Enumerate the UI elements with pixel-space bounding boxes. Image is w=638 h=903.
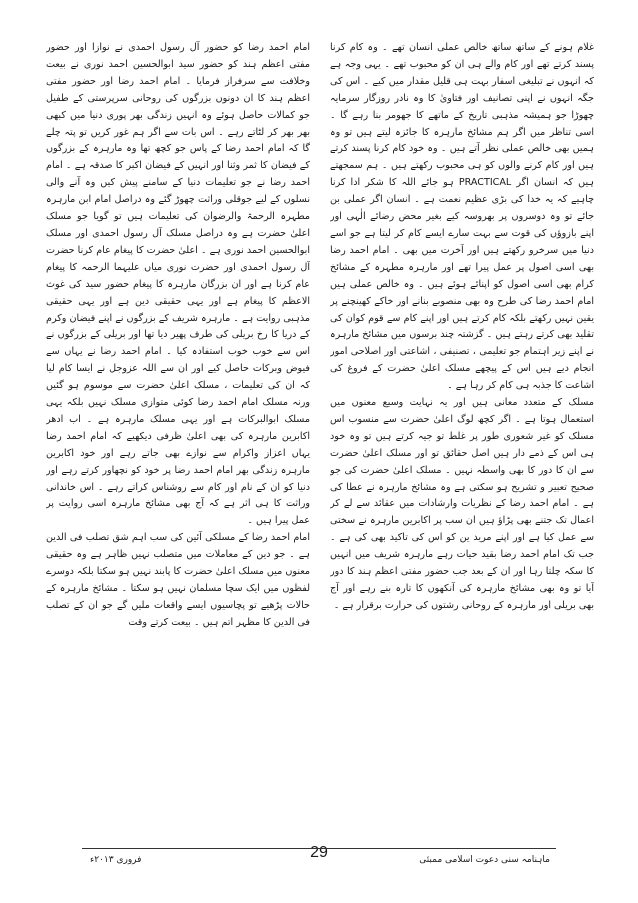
article-paragraph: امام احمد رضا کو حضور آل رسول احمدی نے نوازا اور حضور مفتی اعظم ہند کو حضور سید ابوالحسین احمد نوری نے بیعت وخلافت سے سرفراز فرمایا ۔ امام احمد رضا اور حضور مفتی اعظم ہند کا ان دونوں بزرگوں کی روحانی سرپرستی کے طفیل جو کمالات حاصل ہوئے وہ انہیں زندگی بھر پوری دنیا میں کبھی بھر بھر کر لٹاتے رہے ۔ اس بات سے اگر ہم غور کریں تو پتہ چلے گا کہ امام احمد رضا کے پاس جو کچھ تھا وہ مارہرہ کے بزرگوں کے فیضان کا ثمر وثنا اور انہیں کے فیضان اکبر کا صدقہ ہے ۔ امام احمد رضا نے جو تعلیمات دنیا کے سامنے پیش کیں وہ آنے والی نسلوں کے لیے جوقلی وراثت چھوڑ گئے وہ دراصل امام ابن مارہرہ مطہرہ الرحمۃ والرضوان کی تعلیمات ہیں تو گویا جو مسلک اعلیٰ حضرت ہے وہ دراصل مسلک آل رسول احمدی اور مسلک ابوالحسین احمد نوری ہے ۔ اعلیٰ حضرت کا پیغام عام کرنا حضرت آل رسول احمدی اور حضرت نوری میاں علیہما الرحمہ کا پیغام عام کرنا ہے اور ان بزرگان مارہرہ کا پیغام حضور سید کی غوث الاعظم کا پیغام ہے اور یہی حقیقی دین ہے اور یہی حقیقی مذہبی روایت ہے ۔ مارہرہ شریف کے بزرگوں نے اپنے فیضان وکرم کے دریا کا رخ بریلی کی طرف پھیر دیا تھا اور بریلی کے بزرگوں نے اس سے خوب خوب استفادہ کیا ۔ امام احمد رضا نے یہاں سے فیوض وبرکات حاصل کیے اور ان سے اللہ عزوجل نے ایسا کام لیا کہ ان کی تعلیمات ، مسلک اعلیٰ حضرت سے موسوم ہو گئیں ورنہ مسلک امام احمد رضا کوئی متوازی مسلک نہیں بلکہ یہی مسلک ابوالبرکات ہے اور یہی مسلک مارہرہ ہے ۔ اب ادھر اکابرین مارہرہ کی بھی اعلیٰ ظرفی دیکھیے کہ امام احمد رضا یہاں اعزاز واکرام سے نوازے بھی جاتے رہے اور خود اکابرین مارہرہ زندگی بھر امام احمد رضا پر خود کو نچھاور کرتے رہے اور دنیا کو ان کے نام اور کام سے روشناس کراتے رہے ۔ اس خاندانی وراثت کا ہی اثر ہے کہ آج بھی مشائخ مارہرہ اسی روایت پر عمل پیرا ہیں ۔ — [46, 42, 310, 527]
footer-date: فروری ۲۰۱۳ء — [90, 855, 142, 865]
left-column — [46, 40, 310, 845]
page-number: 29 — [310, 844, 328, 861]
article-paragraph: امام احمد رضا کے مسلکی آئین کی سب اہم شق تصلب فی الدین ہے ۔ جو دین کے معاملات میں متصلب نہیں ظاہر ہے وہ حقیقی معنوں میں مسلک اعلیٰ حضرت کا پابند نہیں ہو سکتا بلکہ دوسرے لفظوں میں ایک سچا مسلمان نہیں ہو سکتا ۔ مشائخ مارہرہ کے حالات پڑھیے تو پچاسیوں ایسے واقعات ملیں گے جو ان کے تصلب فی الدین کا مظہر اتم ہیں ۔ بیعت کرتے وقت — [46, 532, 310, 628]
article-paragraph: غلام ہونے کے ساتھ ساتھ خالص عملی انسان تھے ۔ وہ کام کرنا پسند کرتے تھے اور کام والے ہی ان کو محبوب تھے ۔ یہی وجہ ہے کہ انہوں نے تبلیغی اسفار بہت ہی قلیل مقدار میں کیے ۔ اس کی جگہ انہوں نے اپنی تصانیف اور فتاویٰ کا وہ نادر روزگار سرمایہ چھوڑا جو ہمیشہ مذہبی تاریخ کے ماتھے کا جھومر بنا رہے گا ۔ اسی تناظر میں اگر ہم مشائخ مارہرہ کا جائزہ لیتے ہیں تو وہ ہمیں بھی خالص عملی نظر آتے ہیں ۔ وہ خود کام کرنا پسند کرتے ہیں اور کام کرنے والوں کو ہی محبوب رکھتے ہیں ۔ ہم سمجھتے ہیں کہ انسان اگر PRACTICAL ہو جائے اللہ کا شکر ادا کرنا چاہیے کہ یہ خدا کی بڑی عظیم نعمت ہے ۔ انسان اگر عملی بن جائے تو وہ دوسروں پر بھروسہ کیے بغیر محض رضائے الٰہی اور اپنے بازوؤں کی قوت سے بہت سارے ایسے کام کر لیتا ہے جو اسے دنیا میں سرخرو رکھتے ہیں اور آخرت میں بھی ۔ امام احمد رضا بھی اسی اصول پر عمل پیرا تھے اور مارہرہ مطہرہ کے مشائخ کرام بھی اسی اصول کو اپنائے ہوئے ہیں ۔ وہ خالص عملی ہیں امام احمد رضا کی طرح وہ بھی منصوبے بنانے اور خاکے کھینچنے پر یقین نہیں رکھتے بلکہ کام کرتے ہیں اور اپنے کام سے قوم کوان کی تقلید بھی کرتے رہتے ہیں ۔ گزشتہ چند برسوں میں مشائخ مارہرہ نے اپنے زیر اہتمام جو تعلیمی ، تصنیفی ، اشاعتی اور اصلاحی امور انجام دیے ہیں اس کے پیچھے مسلک اعلیٰ حضرت کے فروغ کی اشاعت کا جذبہ ہی کام کر رہا ہے ۔ — [330, 42, 594, 392]
footer-magazine-name: ماہنامہ سنی دعوت اسلامی ممبئی — [419, 855, 550, 865]
footer-divider — [82, 848, 556, 849]
article-paragraph: مسلک کے متعدد معانی ہیں اور یہ نہایت وسیع معنوں میں استعمال ہوتا ہے ۔ اگر کچھ لوگ اعلیٰ حضرت سے منسوب اس مسلک کو غیر شعوری طور پر غلط تو جیہ کرتے ہیں تو وہ خود ہی اس کے ذمے دار ہیں اصل حقائق تو اور مسلک اعلیٰ حضرت سے ان کا دور کا بھی واسطہ نہیں ۔ مسلک اعلیٰ حضرت کی جو صحیح تعبیر و تشریح ہو سکتی ہے وہ مشائخ مارہرہ نے عطا کی ہے ۔ امام احمد رضا کے نظریات وارشادات میں عقائد سے لے کر اعمال تک جتنے بھی پڑاؤ ہیں ان سب پر اکابرین مارہرہ نے سختی سے عمل کیا ہے اور اپنے مرید ین کو اس کی تاکید بھی کی ہے ۔ جب تک امام احمد رضا بقید حیات رہے مارہرہ شریف میں انہیں کا سکہ چلتا رہا اور ان کے بعد جب حضور مفتی اعظم ہند کا دور آیا تو وہ بھی مشائخ مارہرہ کی آنکھوں کا تارہ بنے رہے اور آج بھی بریلی اور مارہرہ کے روحانی رشتوں کی حرارت برقرار ہے ۔ — [330, 397, 594, 611]
right-column — [330, 40, 594, 845]
